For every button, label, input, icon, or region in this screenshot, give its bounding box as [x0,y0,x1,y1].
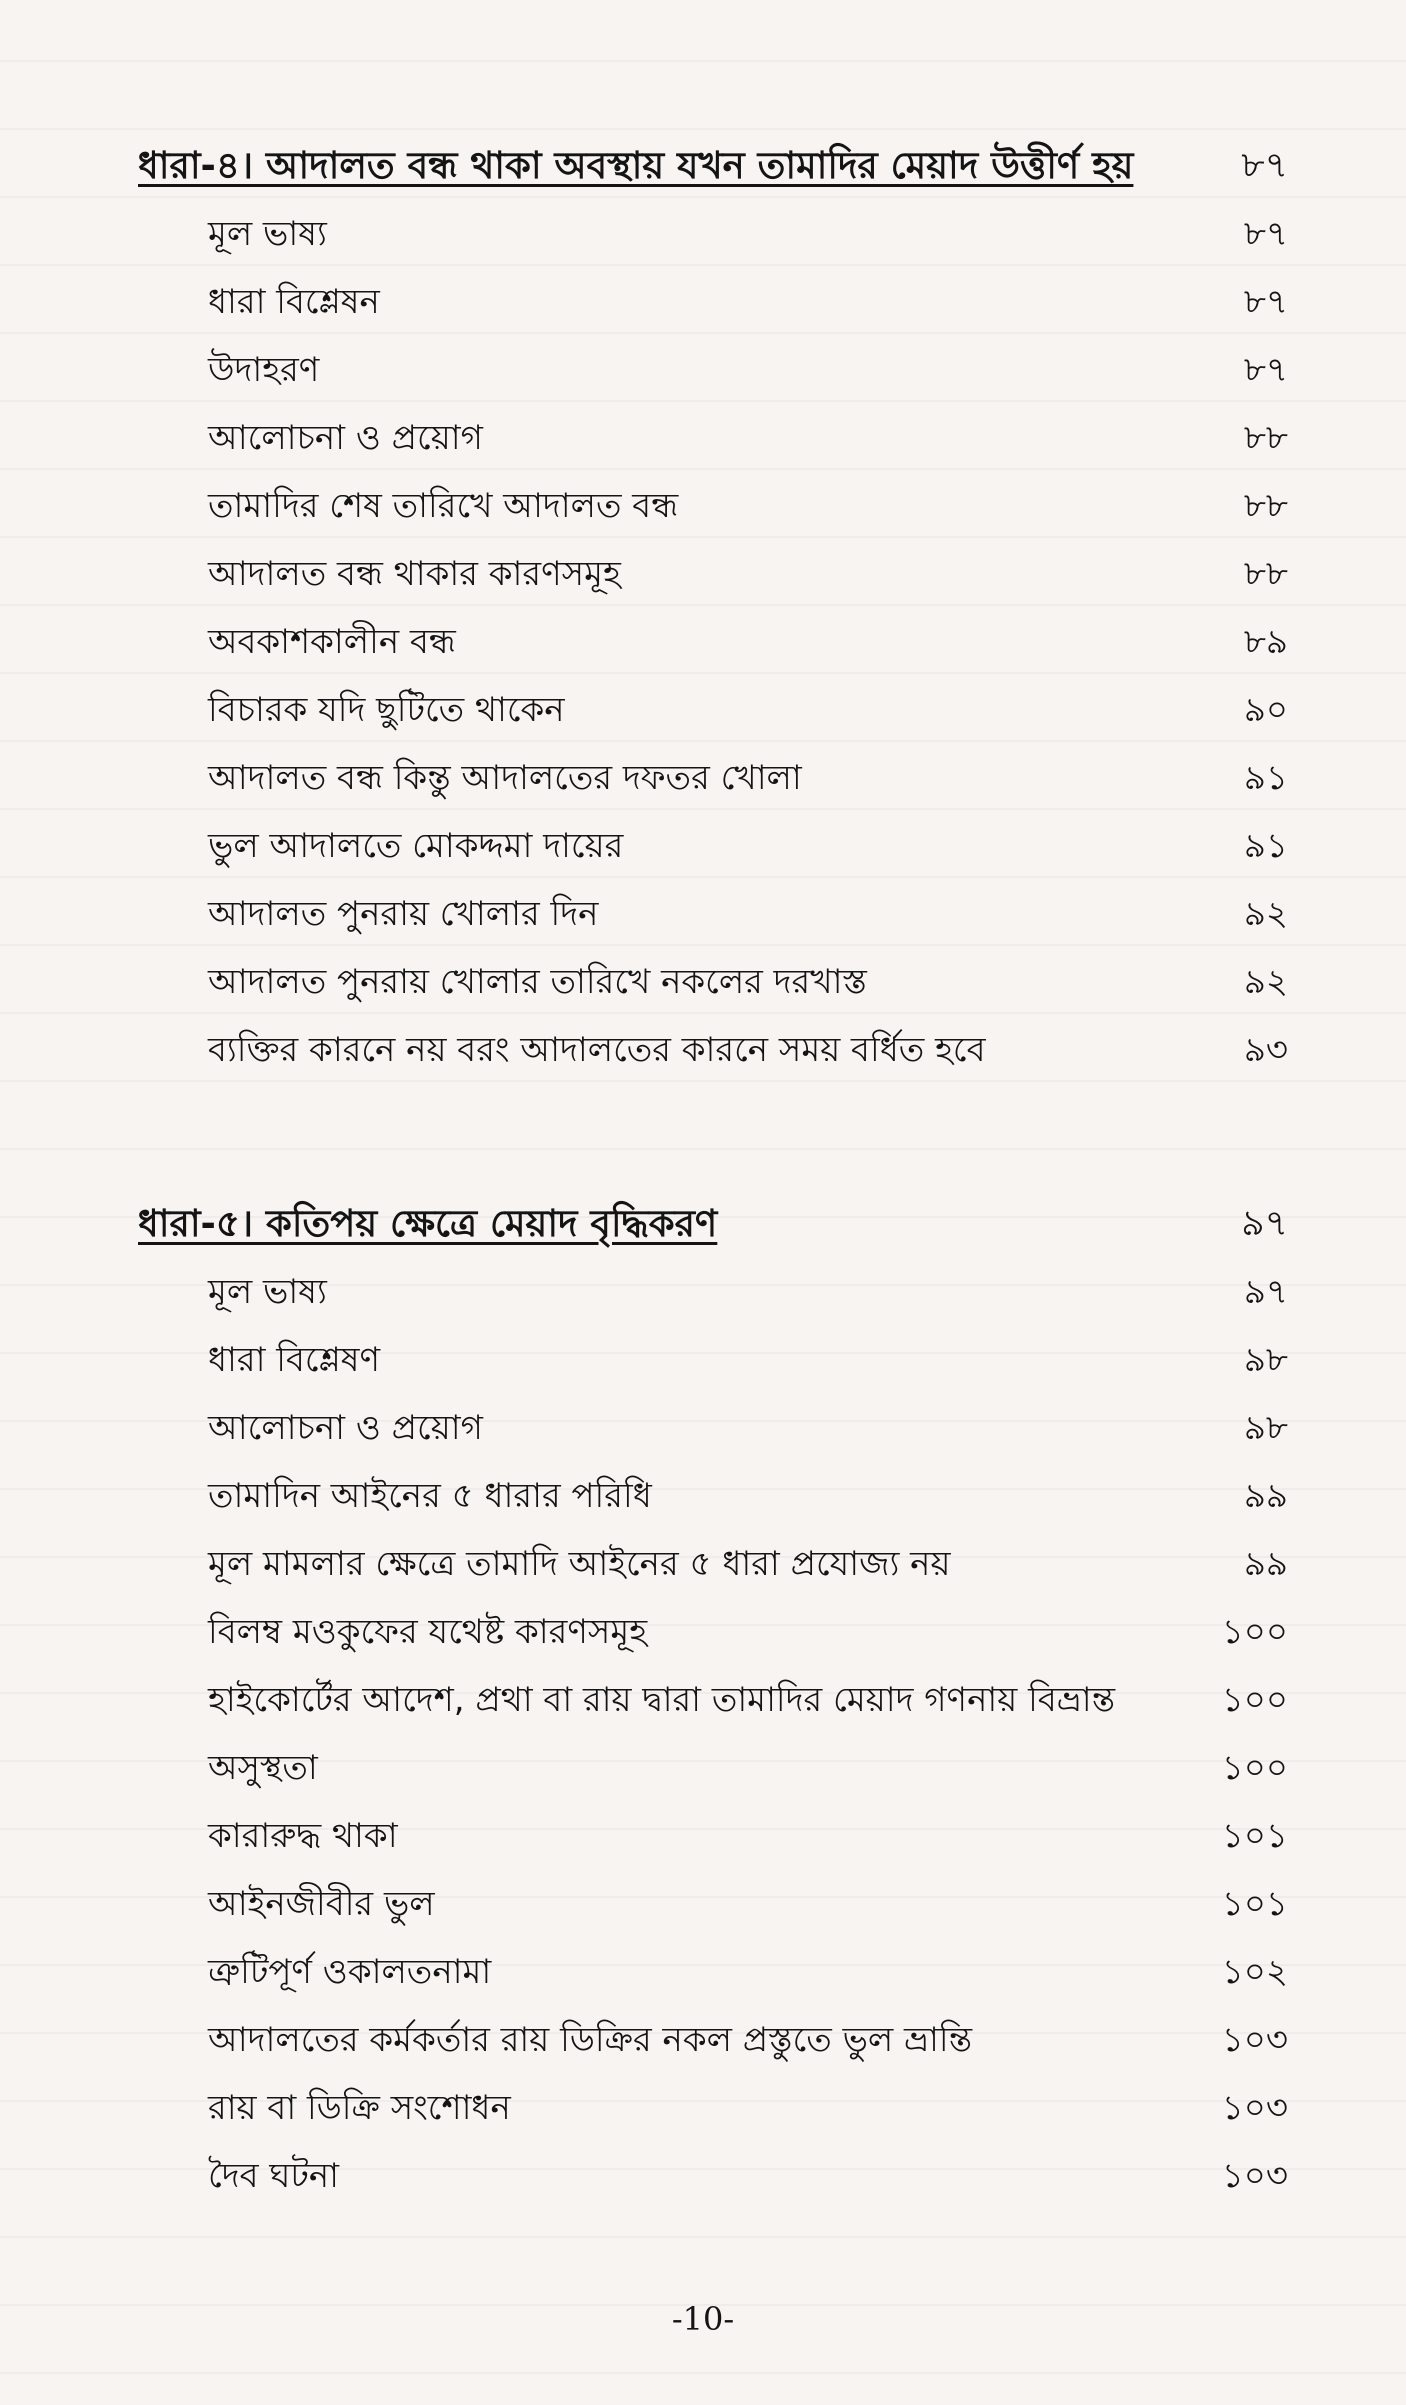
toc-entry-page: ৮৭ [1243,214,1288,254]
toc-entry [0,404,1406,472]
toc-entry-page: ৮৮ [1243,554,1288,594]
toc-entry-title: আদালত পুনরায় খোলার দিন [208,894,599,934]
toc-entry-page: ৯০ [1243,690,1288,730]
toc-entry-page: ১০৩ [1221,2088,1288,2128]
toc-entry [0,1394,1406,1462]
toc-entry-title: ব্যক্তির কারনে নয় বরং আদালতের কারনে সময় বর্ধিত হবে [208,1030,986,1070]
toc-entry-title: অবকাশকালীন বন্ধ [208,622,456,662]
toc-entry [0,472,1406,540]
toc-entry [0,1462,1406,1530]
toc-entry-page: ৯৯ [1243,1544,1288,1584]
toc-entry-page: ১০০ [1221,1748,1288,1788]
toc-entry-page: ৯৭ [1243,1272,1288,1312]
toc-entry-title: তামাদিন আইনের ৫ ধারার পরিধি [208,1476,652,1516]
toc-entry-page: ৯৯ [1243,1476,1288,1516]
toc-entry-title: ধারা বিশ্লেষণ [208,1340,381,1380]
toc-entry-page: ১০০ [1221,1680,1288,1720]
toc-entry-page: ৮৮ [1243,486,1288,526]
toc-entry-title: বিচারক যদি ছুটিতে থাকেন [208,690,565,730]
toc-entry-page: ১০৩ [1221,2156,1288,2196]
toc-entry-page: ৯২ [1243,962,1288,1002]
toc-entry [0,1598,1406,1666]
toc-entry-title: বিলম্ব মওকুফের যথেষ্ট কারণসমূহ [208,1612,648,1652]
section-4-heading-row [0,132,1406,200]
toc-entry-title: উদাহরণ [208,350,320,390]
toc-entry [0,1016,1406,1084]
toc-entry [0,2074,1406,2142]
toc-entry-page: ১০২ [1221,1952,1288,1992]
toc-entry [0,2142,1406,2210]
toc-entry-page: ৮৭ [1243,282,1288,322]
toc-entry-page: ৯২ [1243,894,1288,934]
section-5-heading-row [0,1190,1406,1258]
toc-entry [0,608,1406,676]
toc-entry-title: আলোচনা ও প্রয়োগ [208,418,483,458]
section-4-heading: ধারা-৪। আদালত বন্ধ থাকা অবস্থায় যখন তামাদির মেয়াদ উত্তীর্ণ হয় [138,144,1134,187]
toc-entry [0,200,1406,268]
section-4 [0,132,1406,1084]
toc-entry-page: ৮৭ [1243,350,1288,390]
toc-entry [0,1938,1406,2006]
toc-entry-title: ভুল আদালতে মোকদ্দমা দায়ের [208,826,624,866]
section-4-heading-page: ৮৭ [1241,145,1288,186]
toc-entry-title: ধারা বিশ্লেষন [208,282,380,322]
toc-entry-page: ১০৩ [1221,2020,1288,2060]
toc-entry [0,676,1406,744]
toc-entry-title: আলোচনা ও প্রয়োগ [208,1408,483,1448]
toc-entry [0,812,1406,880]
toc-entry [0,1870,1406,1938]
section-5 [0,1190,1406,2210]
toc-entry-title: আদালতের কর্মকর্তার রায় ডিক্রির নকল প্রস্তুতে ভুল ভ্রান্তি [208,2020,973,2060]
toc-entry [0,880,1406,948]
toc-entry-page: ৯৮ [1243,1408,1288,1448]
toc-entry-page: ৯১ [1243,826,1288,866]
toc-entry-title: অসুস্থতা [208,1748,318,1788]
toc-entry-title: ত্রুটিপূর্ণ ওকালতনামা [208,1952,492,1992]
toc-entry [0,1666,1406,1734]
toc-entry-title: আদালত বন্ধ কিন্তু আদালতের দফতর খোলা [208,758,802,798]
toc-entry-title: মূল ভাষ্য [208,214,327,254]
toc-entry-title: মূল ভাষ্য [208,1272,327,1312]
toc-entry [0,1802,1406,1870]
toc-entry-page: ৮৯ [1243,622,1288,662]
toc-entry [0,268,1406,336]
toc-entry [0,948,1406,1016]
toc-entry-page: ১০১ [1221,1816,1288,1856]
toc-entry [0,1258,1406,1326]
toc-entry [0,744,1406,812]
toc-entry-title: কারারুদ্ধ থাকা [208,1816,398,1856]
toc-entry-page: ৮৮ [1243,418,1288,458]
toc-entry-page: ১০০ [1221,1612,1288,1652]
page-number-footer: -10- [671,2300,735,2338]
toc-entry-title: আদালত পুনরায় খোলার তারিখে নকলের দরখাস্ত [208,962,867,1002]
toc-entry [0,2006,1406,2074]
toc-entry [0,336,1406,404]
section-5-heading: ধারা-৫। কতিপয় ক্ষেত্রে মেয়াদ বৃদ্ধিকরণ [138,1202,718,1245]
toc-entry [0,1530,1406,1598]
toc-entry-title: মূল মামলার ক্ষেত্রে তামাদি আইনের ৫ ধারা প্রযোজ্য নয় [208,1544,951,1584]
toc-entry [0,1734,1406,1802]
toc-entry-title: আদালত বন্ধ থাকার কারণসমূহ [208,554,621,594]
toc-entry-title: দৈব ঘটনা [208,2156,340,2196]
toc-entry-page: ৯১ [1243,758,1288,798]
toc-entry-title: হাইকোর্টের আদেশ, প্রথা বা রায় দ্বারা তামাদির মেয়াদ গণনায় বিভ্রান্ত [208,1680,1116,1720]
toc-entry-title: তামাদির শেষ তারিখে আদালত বন্ধ [208,486,679,526]
toc-entry-title: আইনজীবীর ভুল [208,1884,435,1924]
toc-entry-page: ৯৮ [1243,1340,1288,1380]
toc-entry [0,540,1406,608]
toc-entry-page: ৯৩ [1243,1030,1288,1070]
toc-entry-page: ১০১ [1221,1884,1288,1924]
section-5-heading-page: ৯৭ [1241,1203,1288,1244]
toc-entry [0,1326,1406,1394]
toc-entry-title: রায় বা ডিক্রি সংশোধন [208,2088,511,2128]
